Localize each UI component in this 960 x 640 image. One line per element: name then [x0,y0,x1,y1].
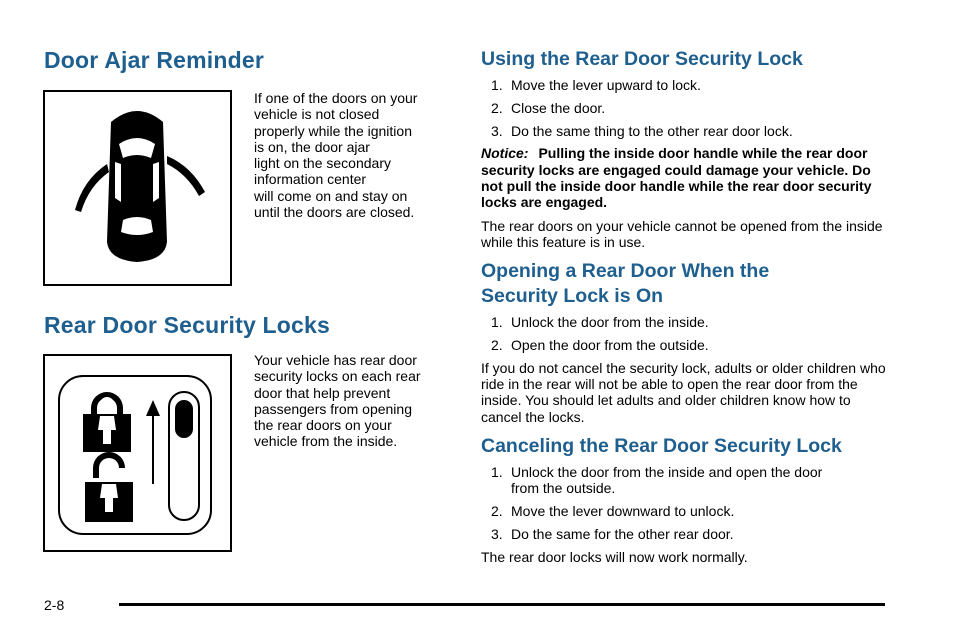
step-text: Open the door from the outside. [511,336,709,353]
using-lock-heading: Using the Rear Door Security Lock [481,48,803,70]
step-text: Move the lever upward to lock. [511,77,701,93]
opening-door-note: If you do not cancel the security lock, adults or older children who ride in the rear will not be able to open the rear door from the inside. You should let adults and older children know how to cancel the locks. [481,359,886,425]
canceling-steps [491,464,831,542]
text-line: If one of the doors on your [254,90,418,106]
text-line: Your vehicle has rear door [254,352,417,368]
right-column [481,47,891,565]
list-item [491,526,831,542]
text-line: information center [254,171,367,188]
step-number: 2. [491,503,503,520]
list-item [491,314,891,330]
text-line: properly while the ignition [254,122,412,139]
opening-door-steps [491,314,891,353]
step-text: Do the same thing to the other rear door lock. [511,122,793,139]
step-number: 1. [491,77,503,93]
notice-label: Notice: [481,145,529,162]
text-line: vehicle from the inside. [254,433,398,450]
notice-text: Pulling the inside door handle while the rear door security locks are engaged could damage your vehicle. Do not pull the inside door handle while the rear door security locks are engaged. [481,145,872,211]
rear-locks-figure [43,354,232,552]
child-security-lock-icon [45,356,230,550]
text-line: vehicle is not closed [254,106,380,123]
list-item [491,77,891,93]
step-text: Unlock the door from the inside and open the door from the outside. [511,463,823,497]
step-text: Close the door. [511,99,606,116]
page-number: 2-8 [44,597,65,613]
opening-door-heading-line1: Opening a Rear Door When the [481,260,770,283]
canceling-heading: Canceling the Rear Door Security Lock [481,434,842,457]
text-line: passengers from opening [254,400,412,417]
text-line: security locks on each rear [254,368,421,385]
notice-paragraph [481,145,891,210]
step-number: 3. [491,525,503,542]
door-ajar-text [254,90,454,220]
step-text: Unlock the door from the inside. [511,314,709,331]
list-item [491,503,831,519]
rear-locks-text [254,352,454,450]
step-text: Move the lever downward to unlock. [511,503,735,520]
text-line: until the doors are closed. [254,204,415,221]
door-ajar-figure [43,90,232,286]
step-number: 3. [491,122,503,139]
opening-door-heading [481,259,891,309]
step-number: 1. [491,463,503,480]
step-number: 1. [491,314,503,331]
list-item [491,464,831,497]
list-item [491,337,891,353]
canceling-note: The rear door locks will now work normally. [481,548,748,565]
door-ajar-heading: Door Ajar Reminder [44,47,265,73]
using-lock-steps [491,77,891,139]
text-line: door that help prevent [254,384,391,401]
text-line: light on the secondary [254,155,391,172]
step-number: 2. [491,336,503,353]
list-item [491,123,891,139]
opening-door-heading-line2: Security Lock is On [481,285,664,308]
step-number: 2. [491,99,503,116]
car-doors-open-icon [45,92,230,284]
list-item [491,100,891,116]
text-line: will come on and stay on [254,187,408,204]
text-line: is on, the door ajar [254,138,370,155]
footer-rule [119,603,885,606]
rear-locks-heading: Rear Door Security Locks [44,312,331,338]
using-lock-note: The rear doors on your vehicle cannot be opened from the inside while this feature is in use. [481,217,883,250]
step-text: Do the same for the other rear door. [511,525,734,542]
text-line: the rear doors on your [254,417,392,434]
